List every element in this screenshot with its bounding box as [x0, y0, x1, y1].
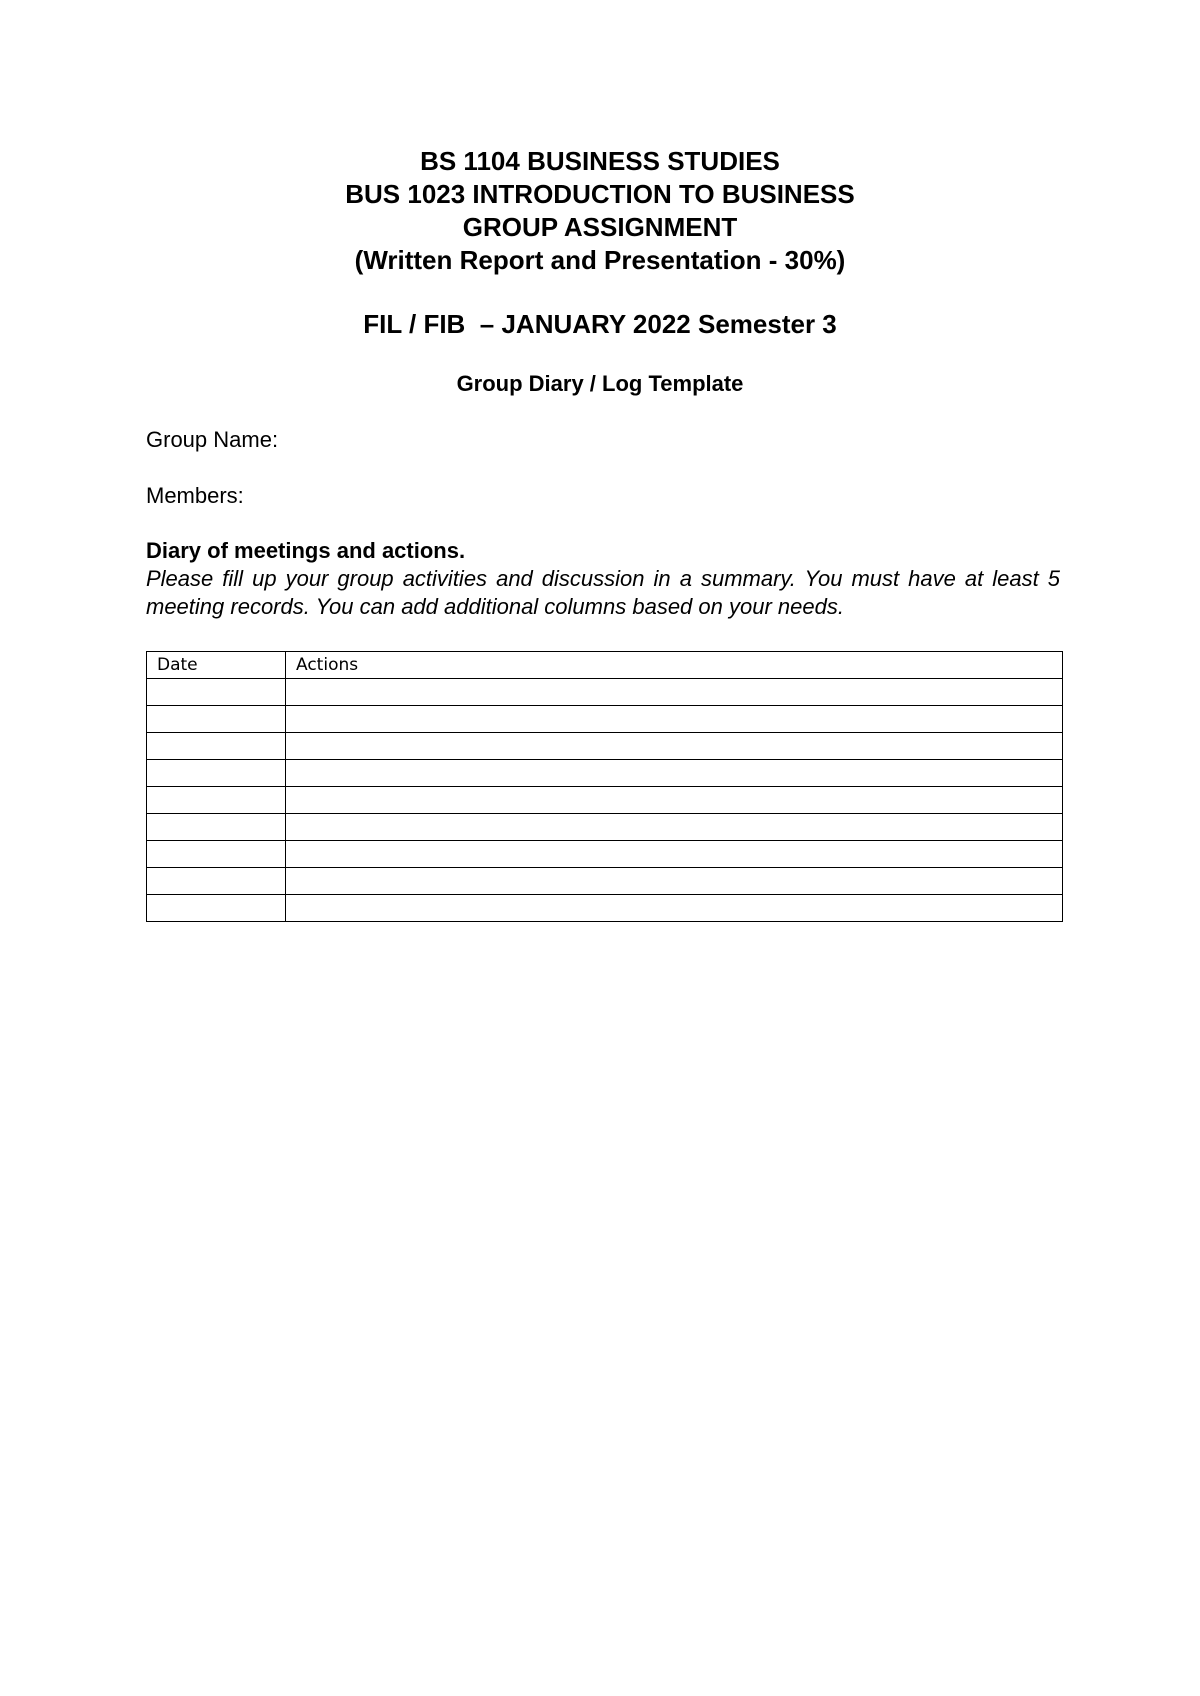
table-row — [147, 706, 1063, 733]
members-label: Members: — [146, 483, 244, 508]
actions-column-header: Actions — [286, 652, 1063, 679]
date-cell[interactable] — [147, 733, 286, 760]
assignment-weight-title: (Written Report and Presentation - 30%) — [354, 245, 846, 275]
actions-cell[interactable] — [286, 787, 1063, 814]
course-name-title: BUS 1023 INTRODUCTION TO BUSINESS — [345, 179, 855, 209]
diary-table-body — [147, 679, 1063, 922]
table-row — [147, 868, 1063, 895]
date-cell[interactable] — [147, 760, 286, 787]
actions-cell[interactable] — [286, 733, 1063, 760]
actions-cell[interactable] — [286, 814, 1063, 841]
actions-cell[interactable] — [286, 679, 1063, 706]
table-row — [147, 841, 1063, 868]
group-name-label: Group Name: — [146, 427, 279, 452]
actions-cell[interactable] — [286, 706, 1063, 733]
date-cell[interactable] — [147, 706, 286, 733]
actions-cell[interactable] — [286, 868, 1063, 895]
actions-cell[interactable] — [286, 760, 1063, 787]
assignment-title-block — [0, 145, 1200, 277]
actions-cell[interactable] — [286, 841, 1063, 868]
template-title: Group Diary / Log Template — [456, 371, 744, 396]
date-column-header: Date — [147, 652, 286, 679]
table-row — [147, 733, 1063, 760]
diary-instructions: Please fill up your group activities and discussion in a summary. You must have at least 5 meeting records. You can add additional columns based on your needs. — [146, 566, 1060, 619]
table-row — [147, 895, 1063, 922]
table-header-row — [147, 652, 1063, 679]
date-cell[interactable] — [147, 868, 286, 895]
diary-heading: Diary of meetings and actions. — [146, 538, 466, 563]
course-code-title: BS 1104 BUSINESS STUDIES — [420, 146, 780, 176]
date-cell[interactable] — [147, 841, 286, 868]
date-cell[interactable] — [147, 895, 286, 922]
date-cell[interactable] — [147, 814, 286, 841]
assignment-type-title: GROUP ASSIGNMENT — [462, 212, 738, 242]
table-row — [147, 787, 1063, 814]
actions-cell[interactable] — [286, 895, 1063, 922]
table-row — [147, 679, 1063, 706]
table-row — [147, 760, 1063, 787]
table-row — [147, 814, 1063, 841]
date-cell[interactable] — [147, 787, 286, 814]
diary-log-table — [146, 651, 1063, 922]
date-cell[interactable] — [147, 679, 286, 706]
semester-title: FIL / FIB – JANUARY 2022 Semester 3 — [363, 309, 837, 339]
